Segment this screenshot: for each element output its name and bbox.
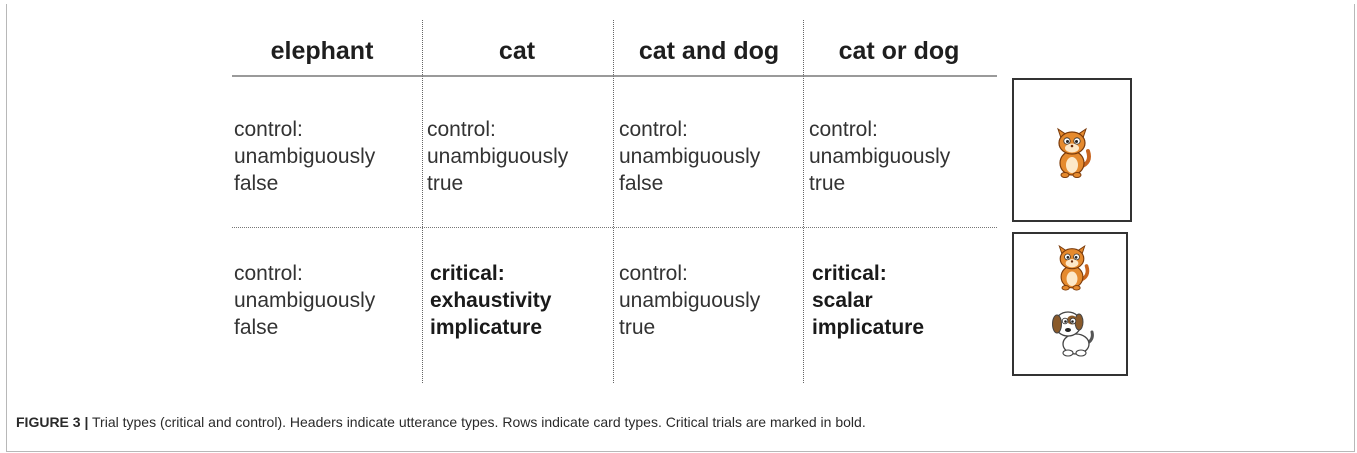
cell-line: unambiguously <box>234 145 376 168</box>
column-divider <box>803 20 804 383</box>
cell-line: false <box>234 316 279 339</box>
cell-row1-cat <box>427 116 568 197</box>
cell-line: implicature <box>812 316 925 339</box>
figure-caption <box>16 414 1336 430</box>
row-divider <box>232 227 997 228</box>
cell-line: unambiguously <box>427 145 569 168</box>
cell-line: critical: <box>430 262 505 285</box>
cell-line: critical: <box>812 262 887 285</box>
cell-line: unambiguously <box>619 289 761 312</box>
header-cat-or-dog: cat or dog <box>838 37 960 65</box>
cell-line: true <box>427 172 464 195</box>
cell-row1-cat-or-dog <box>809 116 950 197</box>
cell-row1-elephant <box>234 116 375 197</box>
cell-row2-cat <box>430 260 551 341</box>
cell-line: false <box>234 172 279 195</box>
cell-line: true <box>619 316 656 339</box>
cell-line: control: <box>809 118 878 141</box>
cell-row2-cat-and-dog <box>619 260 760 341</box>
card-cat <box>1012 78 1132 222</box>
column-divider <box>613 20 614 383</box>
cell-line: control: <box>234 262 303 285</box>
cat-icon <box>1052 240 1092 292</box>
cell-line: unambiguously <box>619 145 761 168</box>
cell-row2-elephant <box>234 260 375 341</box>
cell-line: control: <box>619 262 688 285</box>
cell-line: scalar <box>812 289 873 312</box>
caption-label: FIGURE 3 | <box>16 414 89 430</box>
cat-icon <box>1050 123 1094 179</box>
cell-line: implicature <box>430 316 543 339</box>
cell-line: true <box>809 172 846 195</box>
dog-icon <box>1050 306 1096 358</box>
header-cat-and-dog: cat and dog <box>638 37 780 65</box>
cell-row1-cat-and-dog <box>619 116 760 197</box>
caption-text: Trial types (critical and control). Headers indicate utterance types. Rows indicate card types. Critical trials are marked in bold. <box>88 414 866 430</box>
cell-line: control: <box>234 118 303 141</box>
cell-line: false <box>619 172 664 195</box>
header-elephant: elephant <box>270 37 374 65</box>
cell-line: unambiguously <box>809 145 951 168</box>
cell-row2-cat-or-dog <box>812 260 924 341</box>
card-cat-and-dog <box>1012 232 1128 376</box>
column-divider <box>422 20 423 383</box>
cell-line: exhaustivity <box>430 289 552 312</box>
cell-line: control: <box>619 118 688 141</box>
header-cat: cat <box>498 37 536 65</box>
cell-line: unambiguously <box>234 289 376 312</box>
header-rule <box>232 75 997 77</box>
cell-line: control: <box>427 118 496 141</box>
